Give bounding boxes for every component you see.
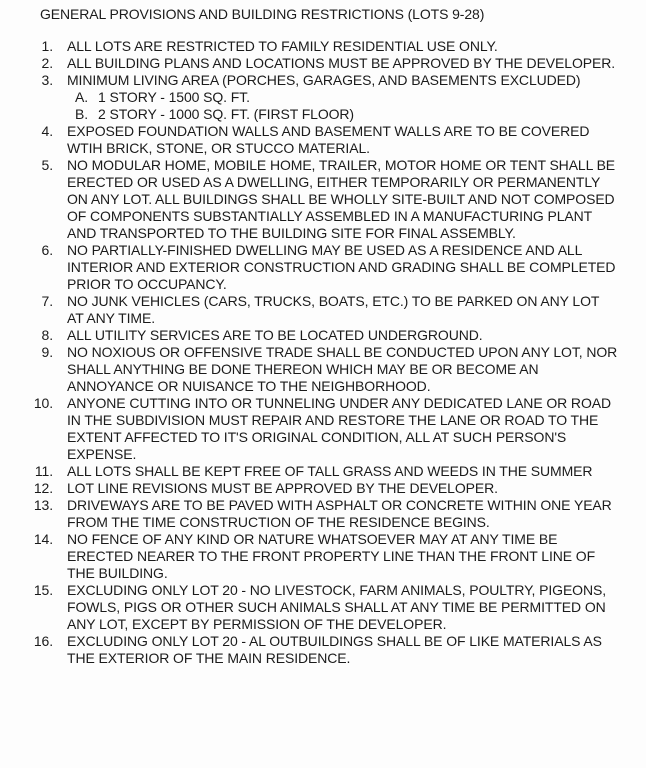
sub-item-label: A. (75, 89, 89, 105)
item-number: 15. (33, 582, 53, 598)
list-item (33, 344, 620, 395)
item-number: 13. (33, 497, 53, 513)
item-number: 4. (41, 123, 53, 139)
item-number: 5. (41, 157, 53, 173)
item-text-main: MINIMUM LIVING AREA (PORCHES, GARAGES, AND BASEMENTS EXCLUDED) (67, 72, 581, 88)
provisions-list (33, 38, 620, 667)
item-number: 8. (41, 327, 53, 343)
list-item (33, 480, 620, 497)
item-number: 10. (33, 395, 53, 411)
item-text: ALL BUILDING PLANS AND LOCATIONS MUST BE APPROVED BY THE DEVELOPER. (67, 55, 616, 71)
item-text: ALL UTILITY SERVICES ARE TO BE LOCATED UNDERGROUND. (67, 327, 483, 343)
item-text: NO MODULAR HOME, MOBILE HOME, TRAILER, MOTOR HOME OR TENT SHALL BE ERECTED OR USED AS A DWELLING, EITHER TEMPORARILY OR PERMANENTLY ON ANY LOT. ALL BUILDINGS SHALL BE WHOLLY SITE-BUILT AND NOT COMPOSED OF COMPONENTS SUBSTANTIALLY ASSEMBLED IN A MANUFACTURING PLANT AND TRANSPORTED TO THE BUILDING SITE FOR FINAL ASSEMBLY. (67, 157, 616, 241)
item-text: ANYONE CUTTING INTO OR TUNNELING UNDER ANY DEDICATED LANE OR ROAD IN THE SUBDIVISION MUST REPAIR AND RESTORE THE LANE OR ROAD TO THE EXTENT AFFECTED TO IT'S ORIGINAL CONDITION, ALL AT SUCH PERSON'S EXPENSE. (67, 395, 611, 462)
item-number: 12. (33, 480, 53, 496)
list-item (33, 55, 620, 72)
sub-item-text: 1 STORY - 1500 SQ. FT. (98, 89, 250, 105)
item-text: LOT LINE REVISIONS MUST BE APPROVED BY THE DEVELOPER. (67, 480, 498, 496)
item-number: 2. (41, 55, 53, 71)
list-item (33, 293, 620, 327)
item-text: NO FENCE OF ANY KIND OR NATURE WHATSOEVER MAY AT ANY TIME BE ERECTED NEARER TO THE FRONT PROPERTY LINE THAN THE FRONT LINE OF THE BUILDING. (67, 531, 596, 581)
list-item (33, 38, 620, 55)
item-text: EXCLUDING ONLY LOT 20 - NO LIVESTOCK, FARM ANIMALS, POULTRY, PIGEONS, FOWLS, PIGS OR OTHER SUCH ANIMALS SHALL AT ANY TIME BE PERMITTED ON ANY LOT, EXCEPT BY PERMISSION OF THE DEVELOPER. (67, 582, 607, 632)
item-text: ALL LOTS ARE RESTRICTED TO FAMILY RESIDENTIAL USE ONLY. (67, 38, 498, 54)
item-text: EXPOSED FOUNDATION WALLS AND BASEMENT WALLS ARE TO BE COVERED WTIH BRICK, STONE, OR STUCCO MATERIAL. (67, 123, 590, 156)
sub-item (75, 89, 618, 106)
item-number: 1. (41, 38, 53, 54)
item-number: 9. (41, 344, 53, 360)
list-item (33, 633, 620, 667)
list-item (33, 157, 620, 242)
list-item (33, 72, 620, 123)
list-item (33, 463, 620, 480)
item-number: 3. (41, 72, 53, 88)
list-item (33, 242, 620, 293)
list-item (33, 327, 620, 344)
item-text: ALL LOTS SHALL BE KEPT FREE OF TALL GRASS AND WEEDS IN THE SUMMER (67, 463, 593, 479)
sub-item-label: B. (75, 106, 89, 122)
item-text: DRIVEWAYS ARE TO BE PAVED WITH ASPHALT OR CONCRETE WITHIN ONE YEAR FROM THE TIME CONSTRUCTION OF THE RESIDENCE BEGINS. (67, 497, 612, 530)
item-number: 6. (41, 242, 53, 258)
sub-item-text: 2 STORY - 1000 SQ. FT. (FIRST FLOOR) (98, 106, 354, 122)
item-number: 14. (33, 531, 53, 547)
item-number: 7. (41, 293, 53, 309)
document-title: GENERAL PROVISIONS AND BUILDING RESTRICTIONS (LOTS 9-28) (40, 6, 485, 22)
item-number: 16. (33, 633, 53, 649)
list-item (33, 123, 620, 157)
item-text (67, 72, 618, 123)
list-item (33, 395, 620, 463)
item-number: 11. (34, 463, 53, 479)
list-item (33, 497, 620, 531)
list-item (33, 582, 620, 633)
item-text: NO NOXIOUS OR OFFENSIVE TRADE SHALL BE CONDUCTED UPON ANY LOT, NOR SHALL ANYTHING BE DONE THEREON WHICH MAY BE OR BECOME AN ANNOYANCE OR NUISANCE TO THE NEIGHBORHOOD. (67, 344, 618, 394)
item-text: EXCLUDING ONLY LOT 20 - AL OUTBUILDINGS SHALL BE OF LIKE MATERIALS AS THE EXTERIOR OF THE MAIN RESIDENCE. (67, 633, 602, 666)
sub-item (75, 106, 618, 123)
list-item (33, 531, 620, 582)
item-text: NO JUNK VEHICLES (CARS, TRUCKS, BOATS, ETC.) TO BE PARKED ON ANY LOT AT ANY TIME. (67, 293, 600, 326)
item-text: NO PARTIALLY-FINISHED DWELLING MAY BE USED AS A RESIDENCE AND ALL INTERIOR AND EXTERIOR CONSTRUCTION AND GRADING SHALL BE COMPLETED PRIOR TO OCCUPANCY. (67, 242, 616, 292)
